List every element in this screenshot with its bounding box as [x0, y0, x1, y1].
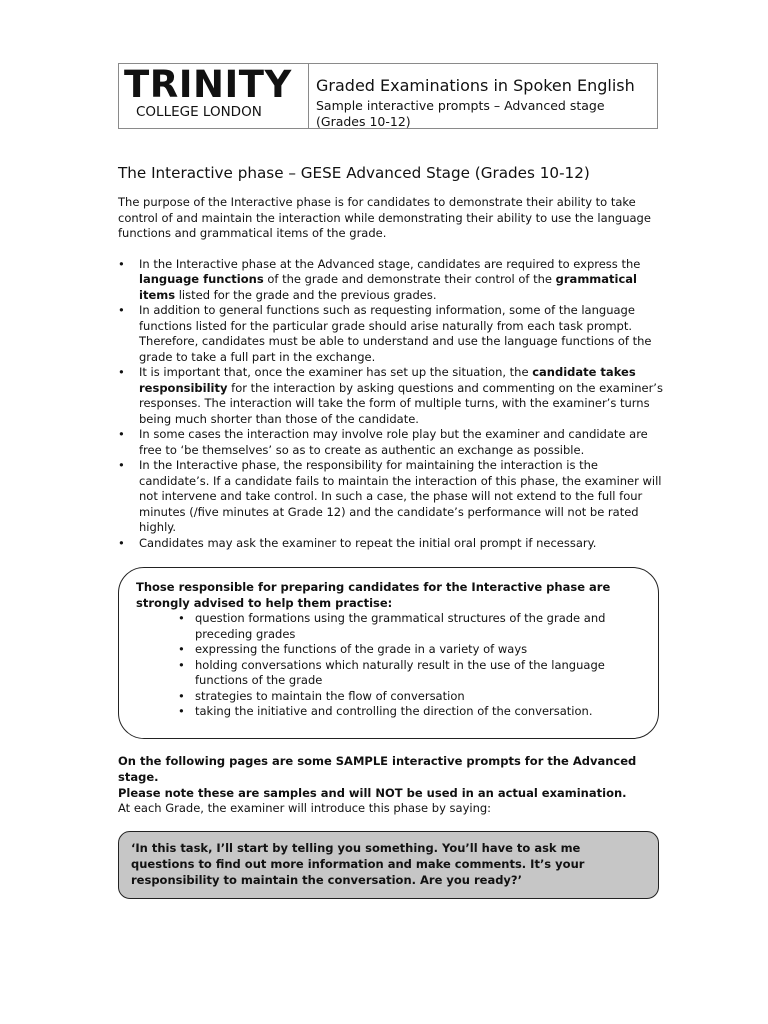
list-item: [118, 257, 663, 304]
bold-term: grammatical items: [139, 272, 638, 302]
examiner-intro-line: At each Grade, the examiner will introduce this phase by saying:: [118, 801, 492, 815]
bullet-text: listed for the grade and the previous grades.: [175, 287, 437, 302]
advice-item: • strategies to maintain the flow of conversation: [178, 689, 644, 705]
bold-term: language functions: [139, 272, 264, 286]
requirements-list: [118, 257, 663, 552]
advice-item: • holding conversations which naturally result in the use of the language functions of the grade: [178, 658, 644, 689]
list-item: [118, 365, 663, 427]
examiner-quote-box: [118, 831, 659, 899]
main-content: [118, 160, 663, 551]
intro-paragraph: The purpose of the Interactive phase is for candidates to demonstrate their ability to take control of and maintain the interaction while demonstrating their ability to use the language functions and grammatical items of the grade.: [118, 195, 651, 240]
bullet-text: It is important that, once the examiner has set up the situation, the: [139, 365, 533, 379]
advice-item: • expressing the functions of the grade in a variety of ways: [178, 642, 644, 658]
bullet-text: In the Interactive phase at the Advanced stage, candidates are required to express the: [139, 256, 641, 271]
bullet-text: for the interaction by asking questions and commenting on the examiner’s responses. The interaction will take the form of multiple turns, with the examiner’s turns being much shorter than those of the candidate.: [139, 380, 663, 426]
header-subtitle-line2: (Grades 10-12): [316, 114, 411, 129]
list-item: • In the Interactive phase, the responsibility for maintaining the interaction is the candidate’s. If a candidate fails to maintain the interaction of this phase, the examiner will not intervene and take control. In such a case, the phase will not extend to the full four minutes (/five minutes at Grade 12) and the candidate’s performance will not be rated highly.: [118, 458, 663, 536]
sample-notice-line1: On the following pages are some SAMPLE interactive prompts for the Advanced stage.: [118, 754, 637, 784]
logo-wordmark: TRINITY: [124, 63, 292, 106]
logo-subtitle: COLLEGE LONDON: [136, 104, 262, 120]
list-item: • In some cases the interaction may involve role play but the examiner and candidate are free to ‘be themselves’ so as to create as authentic an exchange as possible.: [118, 427, 663, 458]
advice-list: [136, 611, 644, 720]
advice-item: • question formations using the grammatical structures of the grade and preceding grades: [178, 611, 644, 642]
sample-notice: [118, 753, 663, 801]
advice-box: [118, 567, 659, 739]
section-title: The Interactive phase – GESE Advanced Stage (Grades 10-12): [118, 164, 590, 182]
list-item: • In addition to general functions such as requesting information, some of the language functions listed for the particular grade should arise naturally from each task prompt. Therefore, candidates must be able to understand and use the language functions of the grade to take a full part in the exchange.: [118, 303, 663, 365]
quote-emphasis: your: [555, 857, 585, 871]
header-title-cell: [309, 64, 635, 128]
trinity-logo: [119, 64, 309, 128]
list-item: • Candidates may ask the examiner to repeat the initial oral prompt if necessary.: [118, 536, 663, 552]
header-title: Graded Examinations in Spoken English: [316, 76, 635, 95]
document-header: [118, 63, 658, 129]
advice-intro: Those responsible for preparing candidates for the Interactive phase are strongly advised to help them practise:: [136, 580, 611, 610]
bold-term: candidate takes responsibility: [139, 365, 636, 395]
bullet-text: of the grade and demonstrate their control of the: [263, 272, 556, 286]
quote-text: ‘In this task, I’ll start by telling you something. You’ll have to ask me questions to find out more information and make comments. It’s: [131, 841, 581, 871]
advice-item: • taking the initiative and controlling the direction of the conversation.: [178, 704, 644, 720]
quote-text: responsibility to maintain the conversation. Are you ready?’: [131, 873, 522, 887]
sample-notice-line2: Please note these are samples and will NOT be used in an actual examination.: [118, 786, 627, 800]
header-subtitle-line1: Sample interactive prompts – Advanced stage: [316, 98, 605, 113]
